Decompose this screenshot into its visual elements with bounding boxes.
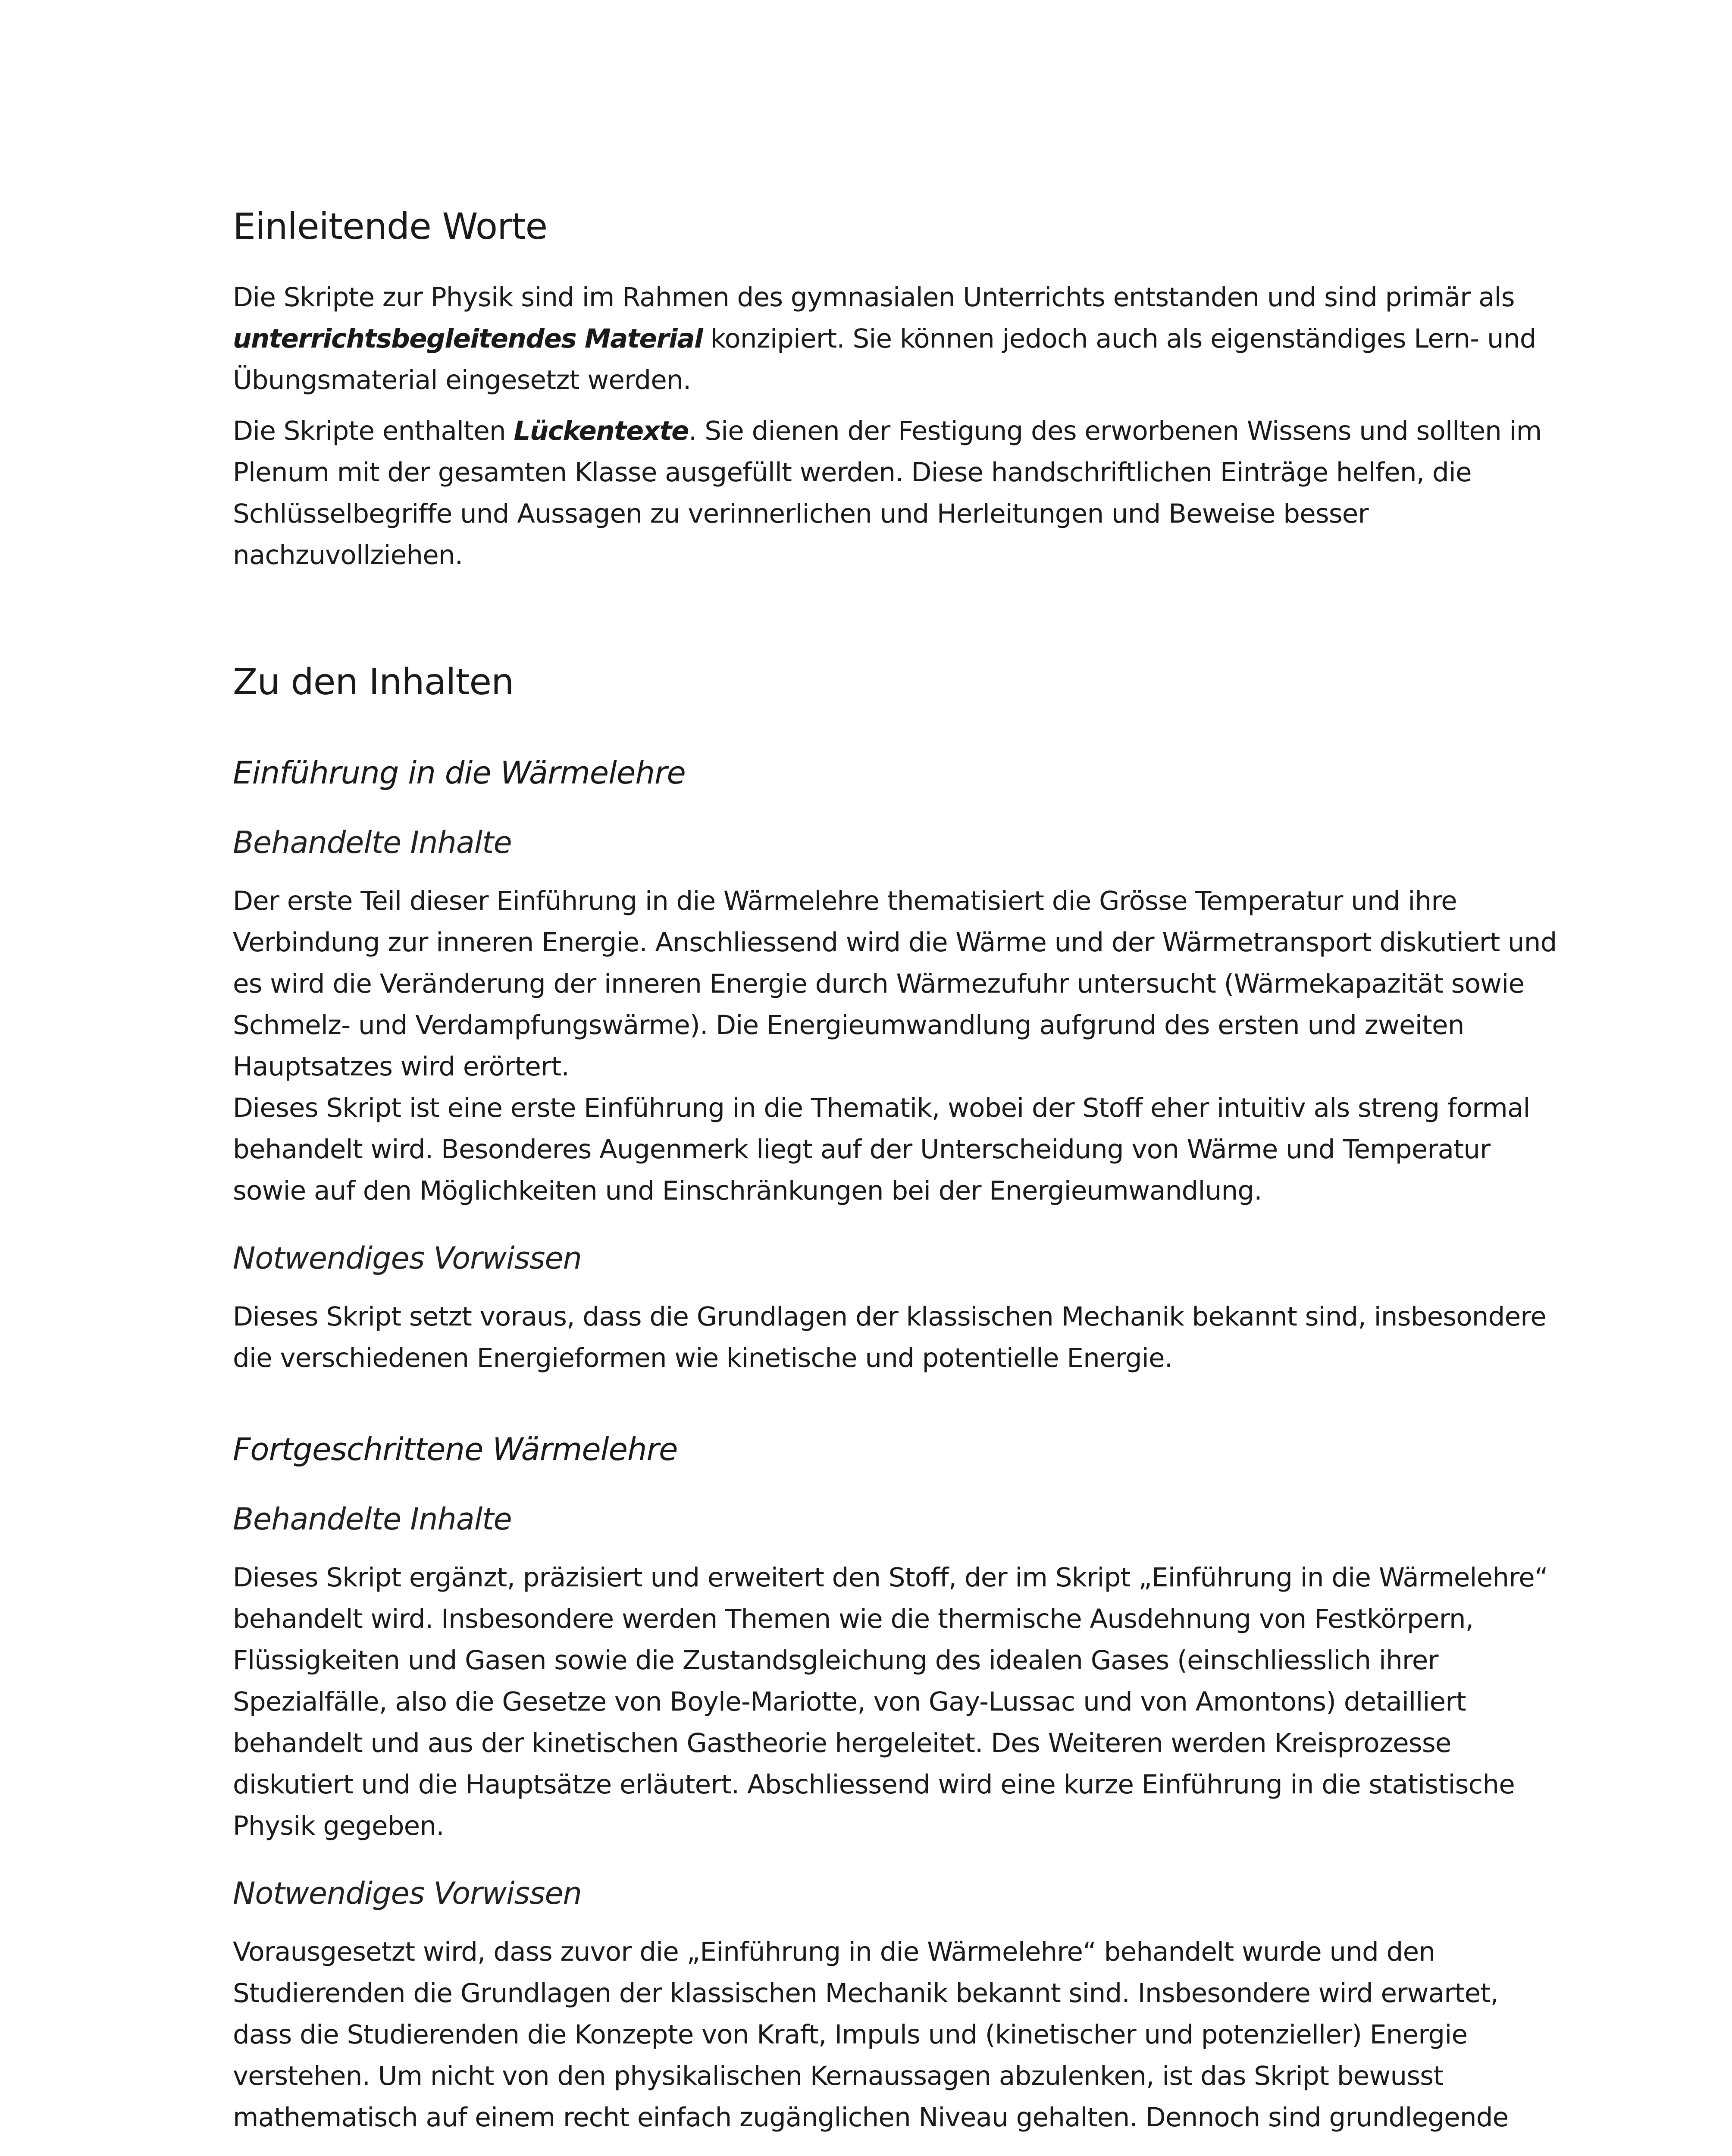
intro-p1-emphasis: unterrichtsbegleitendes Material: [233, 323, 703, 354]
prereq-heading: Notwendiges Vorwissen: [233, 1876, 582, 1911]
section-einfuehrung: [233, 752, 1561, 1379]
document-page: [233, 203, 1561, 2148]
intro-heading: Einleitende Worte: [233, 205, 548, 248]
intro-p2-emphasis: Lückentexte: [514, 416, 689, 446]
section-title: Fortgeschrittene Wärmelehre: [233, 1431, 678, 1467]
intro-p1-text-a: Die Skripte zur Physik sind im Rahmen des gymnasialen Unterrichts entstanden und sind primär als: [233, 282, 1515, 313]
covered-paragraph-1: Dieses Skript ergänzt, präzisiert und erweitert den Stoff, der im Skript „Einführung in die Wärmelehre“ behandelt wird. Insbesondere werden Themen wie die thermische Ausdehnung von Festkörpern, Flüssigkeiten und Gasen sowie die Zustandsgleichung des idealen Gases (einschliesslich ihrer Spezialfälle, also die Gesetze von Boyle-Mariotte, von Gay-Lussac und von Amontons) detailliert behandelt und aus der kinetischen Gastheorie hergeleitet. Des Weiteren werden Kreisprozesse diskutiert und die Hauptsätze erläutert. Abschliessend wird eine kurze Einführung in die statistische Physik gegeben.: [233, 1562, 1548, 1841]
contents-heading: Zu den Inhalten: [233, 661, 514, 703]
section-fortgeschritten: [233, 1429, 1561, 2138]
covered-heading: Behandelte Inhalte: [233, 1501, 512, 1537]
covered-paragraph-1: Der erste Teil dieser Einführung in die Wärmelehre thematisiert die Grösse Temperatur und ihre Verbindung zur inneren Energie. Anschliessend wird die Wärme und der Wärmetransport diskutiert und es wird die Veränderung der inneren Energie durch Wärmezufuhr untersucht (Wärmekapazität sowie Schmelz- und Verdampfungswärme). Die Energieumwandlung aufgrund des ersten und zweiten Hauptsatzes wird erörtert.: [233, 886, 1557, 1082]
intro-p2-text-b: . Sie dienen der Festigung des erworbenen Wissens und sollten im Plenum mit der gesamten Klasse ausgefüllt werden. Diese handschriftlichen Einträge helfen, die Schlüsselbegriffe und Aussagen zu verinnerlichen und Herleitungen und Beweise besser nachzuvollziehen.: [233, 416, 1542, 570]
intro-p1-text-b: konzipiert. Sie können jedoch auch als eigenständiges Lern- und Übungsmaterial eingesetzt werden.: [233, 323, 1536, 395]
covered-heading: Behandelte Inhalte: [233, 825, 512, 860]
covered-paragraph-2: Dieses Skript ist eine erste Einführung in die Thematik, wobei der Stoff eher intuitiv als streng formal behandelt wird. Besonderes Augenmerk liegt auf der Unterscheidung von Wärme und Temperatur sowie auf den Möglichkeiten und Einschränkungen bei der Energieumwandlung.: [233, 1093, 1530, 1206]
intro-paragraph-1: [233, 277, 1561, 401]
section-title: Einführung in die Wärmelehre: [233, 755, 686, 791]
intro-p2-text-a: Die Skripte enthalten: [233, 416, 514, 446]
prereq-heading: Notwendiges Vorwissen: [233, 1241, 582, 1276]
prereq-paragraph: Dieses Skript setzt voraus, dass die Grundlagen der klassischen Mechanik bekannt sind, insbesondere die verschiedenen Energieformen wie kinetische und potentielle Energie.: [233, 1301, 1546, 1373]
prereq-paragraph: Vorausgesetzt wird, dass zuvor die „Einführung in die Wärmelehre“ behandelt wurde und den Studierenden die Grundlagen der klassischen Mechanik bekannt sind. Insbesondere wird erwartet, dass die Studierenden die Konzepte von Kraft, Impuls und (kinetischer und potenzieller) Energie verstehen. Um nicht von den physikalischen Kernaussagen abzulenken, ist das Skript bewusst mathematisch auf einem recht einfach zugänglichen Niveau gehalten. Dennoch sind grundlegende: [233, 1937, 1509, 2133]
intro-paragraph-2: [233, 411, 1561, 576]
